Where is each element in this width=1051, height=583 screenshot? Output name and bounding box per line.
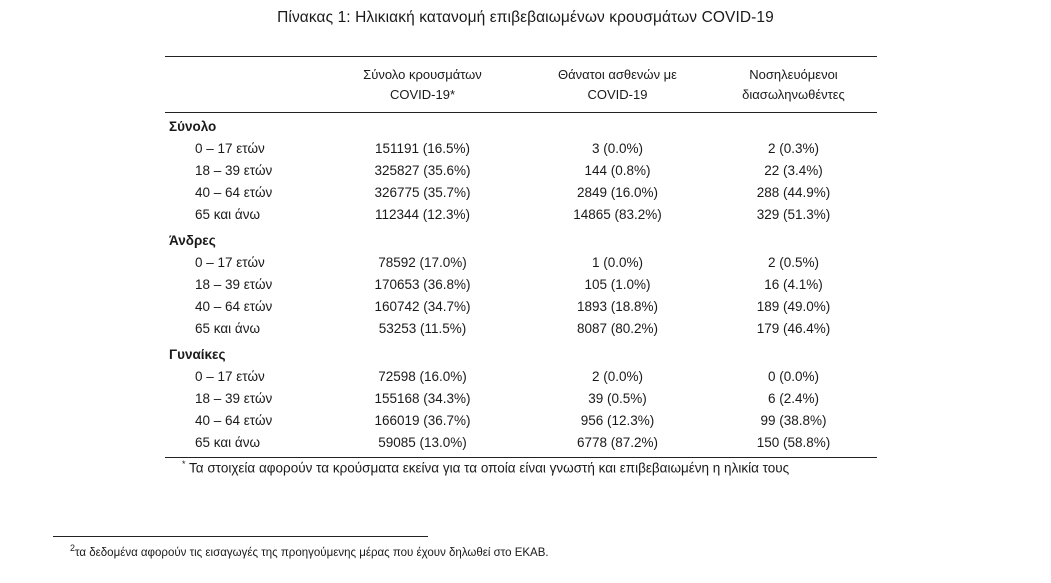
age-cell: 40 – 64 ετών [195, 185, 273, 200]
table-row [165, 296, 877, 318]
cases-cell: 78592 (17.0%) [378, 255, 467, 270]
intubated-cell: 189 (49.0%) [756, 299, 831, 314]
intubated-cell: 0 (0.0%) [767, 369, 820, 384]
cases-cell: 166019 (36.7%) [374, 413, 471, 428]
cases-cell: 155168 (34.3%) [374, 391, 471, 406]
intubated-cell: 16 (4.1%) [764, 277, 823, 292]
cases-cell: 326775 (35.7%) [374, 185, 471, 200]
table-row [165, 252, 877, 274]
table-row [165, 318, 877, 340]
header-deaths-line1: Θάνατοι ασθενών με [558, 66, 677, 82]
intubated-cell: 150 (58.8%) [756, 435, 831, 450]
age-cell: 18 – 39 ετών [195, 391, 273, 406]
header-intubated-line2: διασωληνωθέντες [742, 86, 845, 102]
table-row [165, 432, 877, 454]
header-total-cases-line2: COVID-19* [389, 86, 456, 102]
intubated-cell: 22 (3.4%) [764, 163, 823, 178]
deaths-cell: 14865 (83.2%) [573, 207, 662, 222]
age-cell: 0 – 17 ετών [195, 141, 265, 156]
cases-cell: 59085 (13.0%) [378, 435, 467, 450]
footnote-separator [53, 536, 428, 537]
intubated-cell: 6 (2.4%) [767, 391, 820, 406]
age-cell: 65 και άνω [195, 321, 261, 336]
intubated-cell: 2 (0.3%) [767, 141, 820, 156]
header-deaths [525, 65, 710, 105]
header-intubated [710, 65, 877, 105]
deaths-cell: 2 (0.0%) [591, 369, 644, 384]
cases-cell: 112344 (12.3%) [374, 207, 471, 222]
cases-cell: 325827 (35.6%) [374, 163, 471, 178]
table-row [165, 182, 877, 204]
table-title: Πίνακας 1: Ηλικιακή κατανομή επιβεβαιωμένων κρουσμάτων COVID-19 [277, 9, 774, 26]
deaths-cell: 956 (12.3%) [580, 413, 655, 428]
cases-cell: 53253 (11.5%) [378, 321, 467, 336]
intubated-cell: 288 (44.9%) [756, 185, 831, 200]
footnote-2-mark: 2 [70, 543, 76, 553]
age-cell: 0 – 17 ετών [195, 255, 265, 270]
deaths-cell: 3 (0.0%) [591, 141, 644, 156]
header-deaths-line2: COVID-19 [587, 86, 648, 102]
age-cell: 65 και άνω [195, 207, 261, 222]
table-row [165, 204, 877, 226]
group-label-men: Άνδρες [169, 233, 216, 248]
group-label-women: Γυναίκες [169, 347, 226, 362]
header-total-cases-line1: Σύνολο κρουσμάτων [363, 66, 482, 82]
deaths-cell: 2849 (16.0%) [576, 185, 659, 200]
deaths-cell: 1 (0.0%) [591, 255, 644, 270]
age-distribution-table [165, 56, 877, 458]
age-cell: 40 – 64 ετών [195, 299, 273, 314]
age-cell: 18 – 39 ετών [195, 277, 273, 292]
table-row [165, 410, 877, 432]
cases-cell: 151191 (16.5%) [374, 141, 471, 156]
footnote-2 [70, 543, 549, 559]
intubated-cell: 329 (51.3%) [756, 207, 831, 222]
cases-cell: 72598 (16.0%) [378, 369, 467, 384]
table-row [165, 388, 877, 410]
header-total-cases [320, 65, 525, 105]
age-cell: 40 – 64 ετών [195, 413, 273, 428]
deaths-cell: 144 (0.8%) [584, 163, 651, 178]
header-intubated-line1: Νοσηλευόμενοι [749, 66, 838, 82]
age-cell: 65 και άνω [195, 435, 261, 450]
footnote-asterisk-mark: * [182, 459, 186, 469]
table-header [165, 57, 877, 112]
deaths-cell: 1893 (18.8%) [576, 299, 659, 314]
age-cell: 18 – 39 ετών [195, 163, 273, 178]
group-label-total: Σύνολο [169, 119, 217, 134]
deaths-cell: 105 (1.0%) [584, 277, 651, 292]
table-row [165, 160, 877, 182]
deaths-cell: 8087 (80.2%) [576, 321, 659, 336]
intubated-cell: 2 (0.5%) [767, 255, 820, 270]
age-cell: 0 – 17 ετών [195, 369, 265, 384]
table-body [165, 113, 877, 457]
table-row [165, 366, 877, 388]
intubated-cell: 179 (46.4%) [756, 321, 831, 336]
footnote-2-text: τα δεδομένα αφορούν τις εισαγωγές της προηγούμενης μέρας που έχουν δηλωθεί στο ΕΚΑΒ. [75, 546, 549, 559]
footnote-asterisk [182, 459, 789, 476]
intubated-cell: 99 (38.8%) [760, 413, 827, 428]
deaths-cell: 6778 (87.2%) [576, 435, 659, 450]
cases-cell: 170653 (36.8%) [374, 277, 471, 292]
footnote-asterisk-text: Τα στοιχεία αφορούν τα κρούσματα εκείνα για τα οποία είναι γνωστή και επιβεβαιωμένη η ηλικία τους [185, 460, 790, 476]
table-bottom-rule [165, 457, 877, 458]
cases-cell: 160742 (34.7%) [374, 299, 471, 314]
table-row [165, 274, 877, 296]
deaths-cell: 39 (0.5%) [588, 391, 647, 406]
table-row [165, 138, 877, 160]
